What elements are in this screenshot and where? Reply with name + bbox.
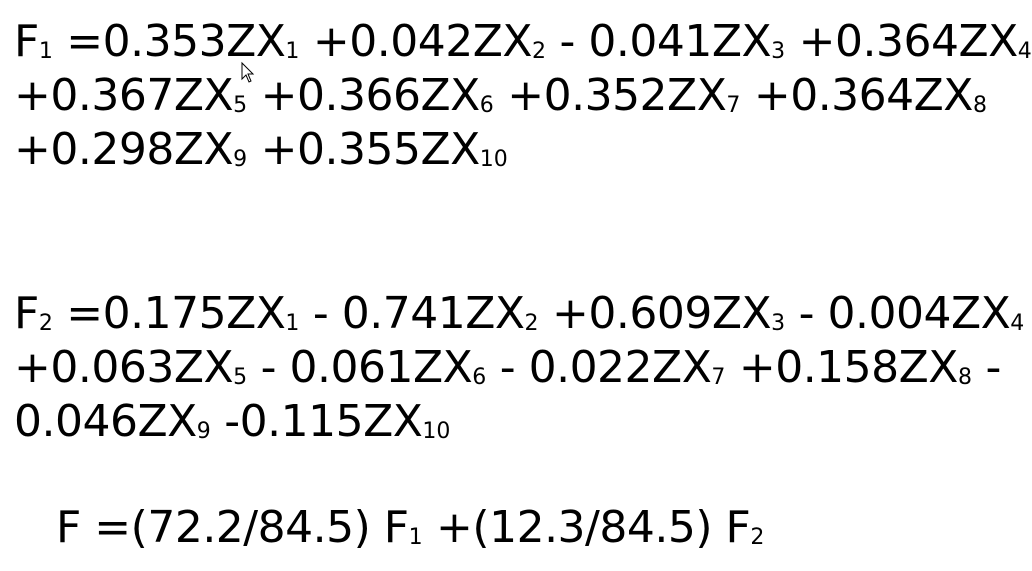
- equation-term: +0.042ZX: [299, 16, 533, 67]
- equation-term: -: [971, 342, 1001, 393]
- subscript: 1: [408, 525, 423, 550]
- f-composite-equation: [56, 500, 764, 566]
- equation-term: - 0.022ZX: [486, 342, 712, 393]
- equation-term: - 0.004ZX: [785, 288, 1011, 339]
- equation-term: =0.353ZX: [52, 16, 286, 67]
- subscript: 9: [233, 147, 248, 172]
- equation-term: +0.063ZX: [14, 342, 234, 393]
- subscript: 4: [1017, 39, 1032, 64]
- subscript: 2: [532, 39, 547, 64]
- equation-term: - 0.741ZX: [299, 288, 525, 339]
- equation-term: 0.046ZX: [14, 396, 197, 447]
- equation-term: +0.364ZX: [785, 16, 1018, 67]
- equation-term: F =(72.2/84.5) F: [56, 502, 409, 553]
- equation-term: =0.175ZX: [52, 288, 286, 339]
- subscript: 5: [233, 93, 248, 118]
- mouse-pointer-icon: [241, 62, 255, 84]
- equation-term: - 0.061ZX: [247, 342, 473, 393]
- subscript: 3: [771, 311, 786, 336]
- subscript: 1: [285, 39, 300, 64]
- subscript: 1: [285, 311, 300, 336]
- equation-term: +0.298ZX: [14, 124, 234, 175]
- equation-term: - 0.041ZX: [546, 16, 772, 67]
- equation-term: +0.366ZX: [247, 70, 480, 121]
- subscript: 10: [422, 419, 451, 444]
- subscript: 6: [472, 365, 487, 390]
- equation-term: +0.364ZX: [740, 70, 973, 121]
- subscript: 9: [196, 419, 211, 444]
- subscript: 2: [524, 311, 539, 336]
- equation-term: +0.609ZX: [538, 288, 772, 339]
- equation-term: +0.352ZX: [493, 70, 727, 121]
- subscript: 8: [972, 93, 987, 118]
- subscript: 2: [750, 525, 765, 550]
- equation-term: +0.158ZX: [725, 342, 958, 393]
- equation-term: +0.367ZX: [14, 70, 234, 121]
- subscript: 4: [1010, 311, 1025, 336]
- equation-term: +0.355ZX: [247, 124, 480, 175]
- f2-equation-line-3: [14, 394, 450, 460]
- equation-term: F: [14, 16, 39, 67]
- subscript: 3: [771, 39, 786, 64]
- subscript: 5: [233, 365, 248, 390]
- subscript: 7: [726, 93, 741, 118]
- subscript: 6: [479, 93, 494, 118]
- equation-term: F: [14, 288, 39, 339]
- f1-equation-line-3: [14, 122, 508, 188]
- equation-term: -0.115ZX: [210, 396, 423, 447]
- subscript: 10: [479, 147, 508, 172]
- subscript: 2: [38, 311, 53, 336]
- subscript: 7: [711, 365, 726, 390]
- subscript: 1: [38, 39, 53, 64]
- equation-term: +(12.3/84.5) F: [422, 502, 751, 553]
- subscript: 8: [957, 365, 972, 390]
